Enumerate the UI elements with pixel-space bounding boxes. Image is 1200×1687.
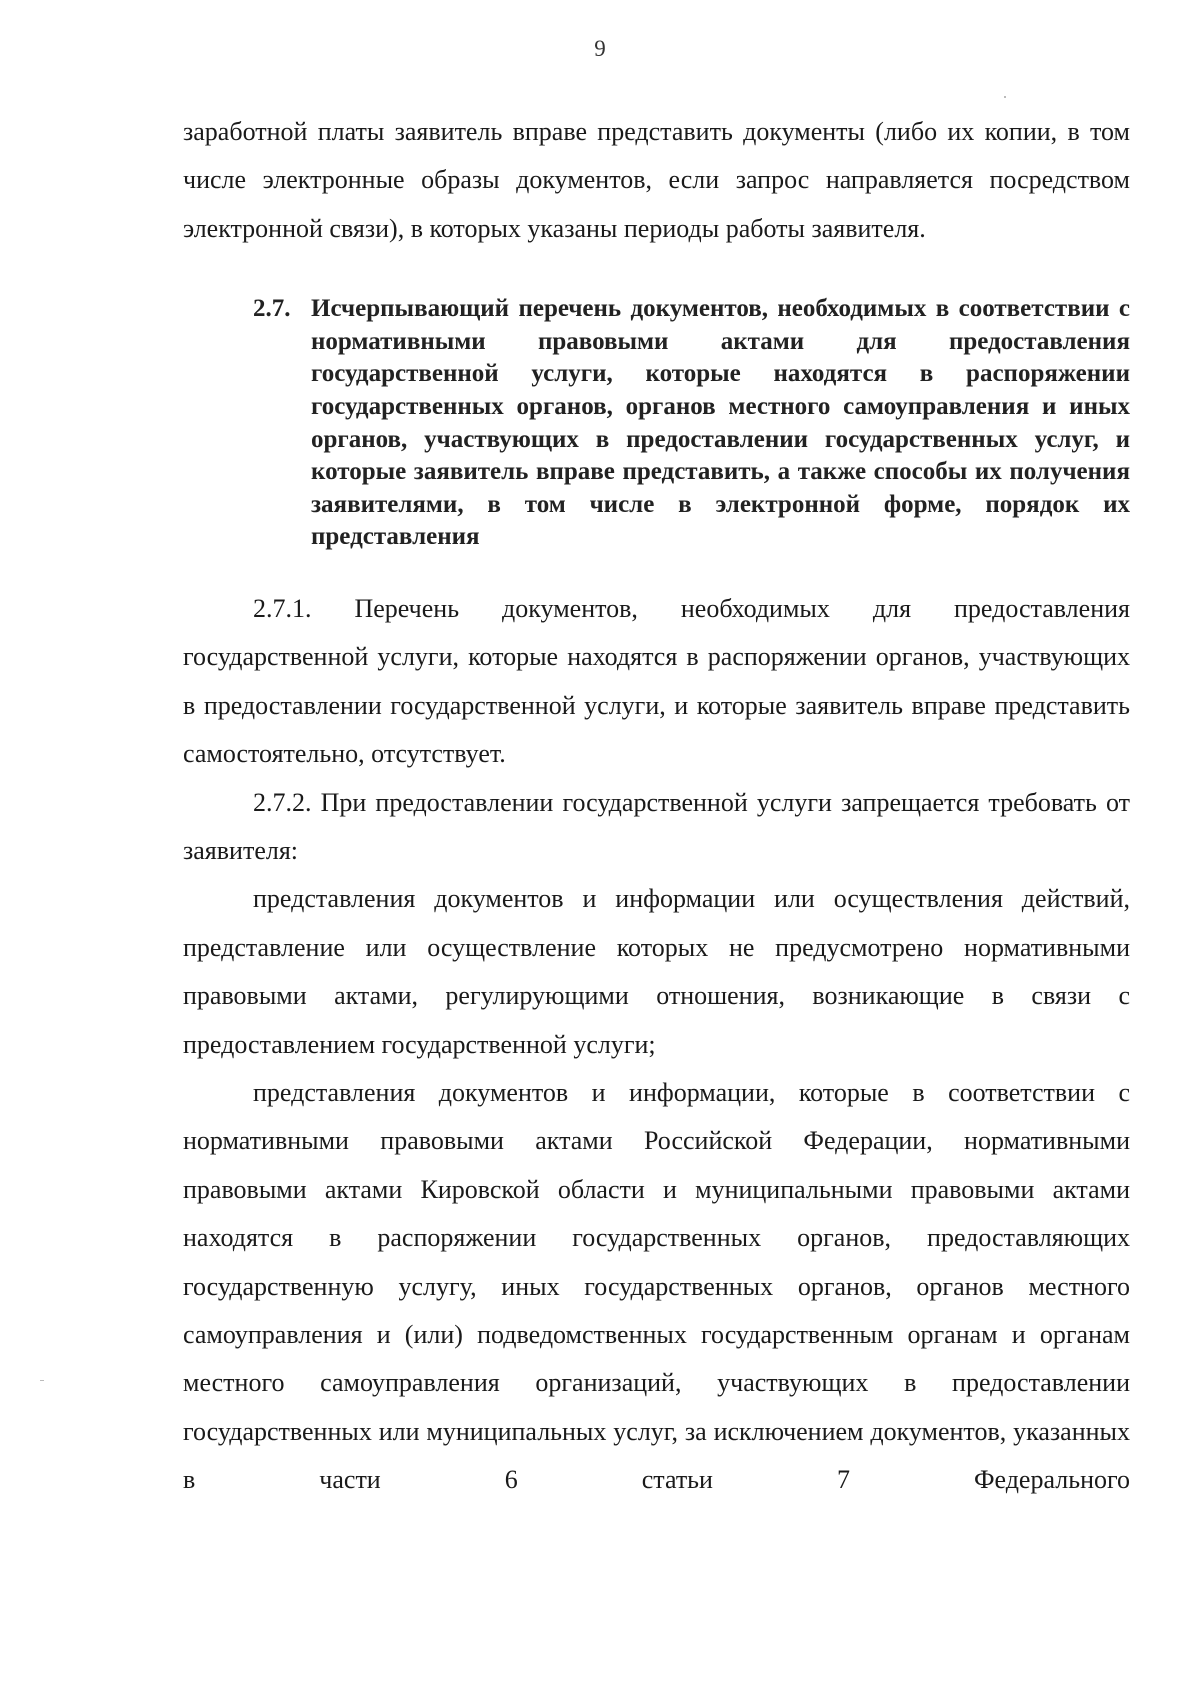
paragraph-intro: заработной платы заявитель вправе представить документы (либо их копии, в том числе электронные образы документов, если запрос направляется посредством электронной связи), в которых указаны периоды работы заявителя. — [183, 117, 1130, 243]
document-body — [183, 108, 1130, 1505]
paragraph-item-1: представления документов и информации или осуществления действий, представление или осуществление которых не предусмотрено нормативными правовыми актами, регулирующими отношения, возникающие в связи с предоставлением государственной услуги; — [183, 884, 1130, 1059]
section-number: 2.7. — [253, 295, 291, 323]
page-number: 9 — [594, 36, 606, 61]
section-title: Исчерпывающий перечень документов, необходимых в соответствии с нормативными правовыми актами для предоставления государственной услуги, которые находятся в распоряжении государственных органов, органов местного самоуправления и иных органов, участвующих в предоставлении государственных услуг, и которые заявитель вправе представить, а также способы их получения заявителями, в том числе в электронной форме, порядок их представления — [311, 295, 1130, 551]
scan-speck — [40, 1380, 44, 1381]
section-heading-2-7 — [183, 293, 1130, 554]
scan-speck — [1004, 96, 1006, 98]
paragraph-2-7-1: 2.7.1. Перечень документов, необходимых для предоставления государственной услуги, которые находятся в распоряжении органов, участвующих в предоставлении государственной услуги, и которые заявитель вправе представить самостоятельно, отсутствует. — [183, 593, 1130, 769]
paragraph-item-2: представления документов и информации, которые в соответствии с нормативными правовыми актами Российской Федерации, нормативными правовыми актами Кировской области и муниципальными правовыми актами находятся в распоряжении государственных органов, предоставляющих государственную услугу, иных государственных органов, органов местного самоуправления и (или) подведомственных государственным органам и органам местного самоуправления организаций, участвующих в предоставлении государственных или муниципальных услуг, за исключением документов, указанных в части 6 статьи 7 Федерального — [183, 1078, 1130, 1495]
paragraph-2-7-2: 2.7.2. При предоставлении государственной услуги запрещается требовать от заявителя: — [183, 787, 1130, 865]
